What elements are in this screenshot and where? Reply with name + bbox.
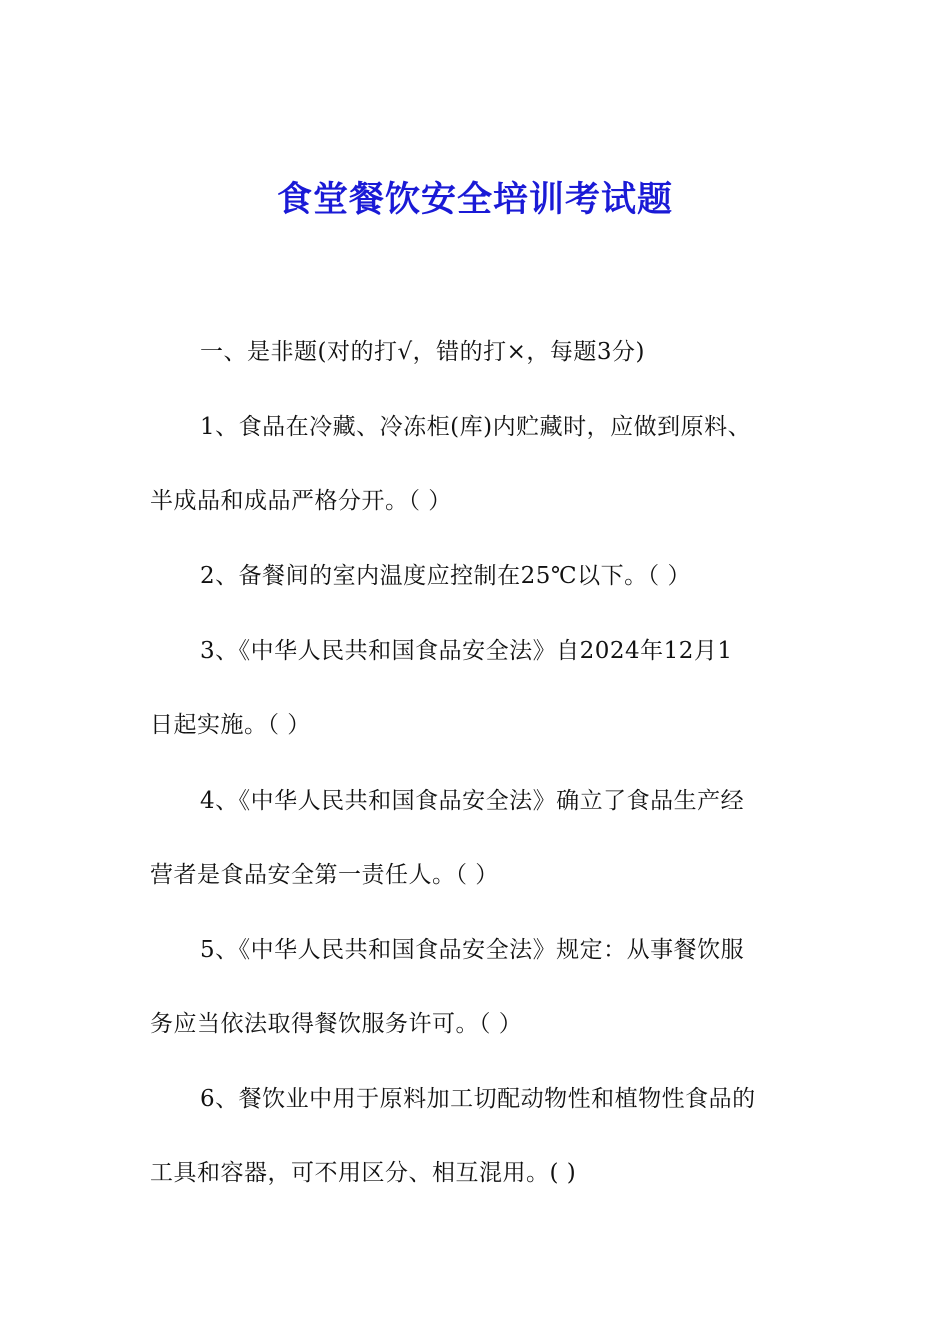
question-4-line-1: 4、《中华人民共和国食品安全法》确立了食品生产经 <box>200 788 745 814</box>
question-1-line-1: 1、食品在冷藏、冷冻柜(库)内贮藏时，应做到原料、 <box>200 414 752 440</box>
question-1-line-2: 半成品和成品严格分开。（ ） <box>150 488 452 514</box>
question-2-line-1: 2、备餐间的室内温度应控制在25℃以下。（ ） <box>200 563 691 589</box>
question-3-line-1: 3、《中华人民共和国食品安全法》自2024年12月1 <box>200 638 733 664</box>
question-6-line-2: 工具和容器，可不用区分、相互混用。( ) <box>150 1160 577 1186</box>
section-heading: 一、是非题(对的打√，错的打×，每题3分) <box>200 339 646 365</box>
question-3-line-2: 日起实施。（ ） <box>150 712 311 738</box>
question-5-line-1: 5、《中华人民共和国食品安全法》规定：从事餐饮服 <box>200 937 745 963</box>
question-6-line-1: 6、餐饮业中用于原料加工切配动物性和植物性食品的 <box>200 1086 756 1112</box>
question-5-line-2: 务应当依法取得餐饮服务许可。（ ） <box>150 1011 523 1037</box>
question-4-line-2: 营者是食品安全第一责任人。（ ） <box>150 862 499 888</box>
document-title: 食堂餐饮安全培训考试题 <box>276 180 673 220</box>
